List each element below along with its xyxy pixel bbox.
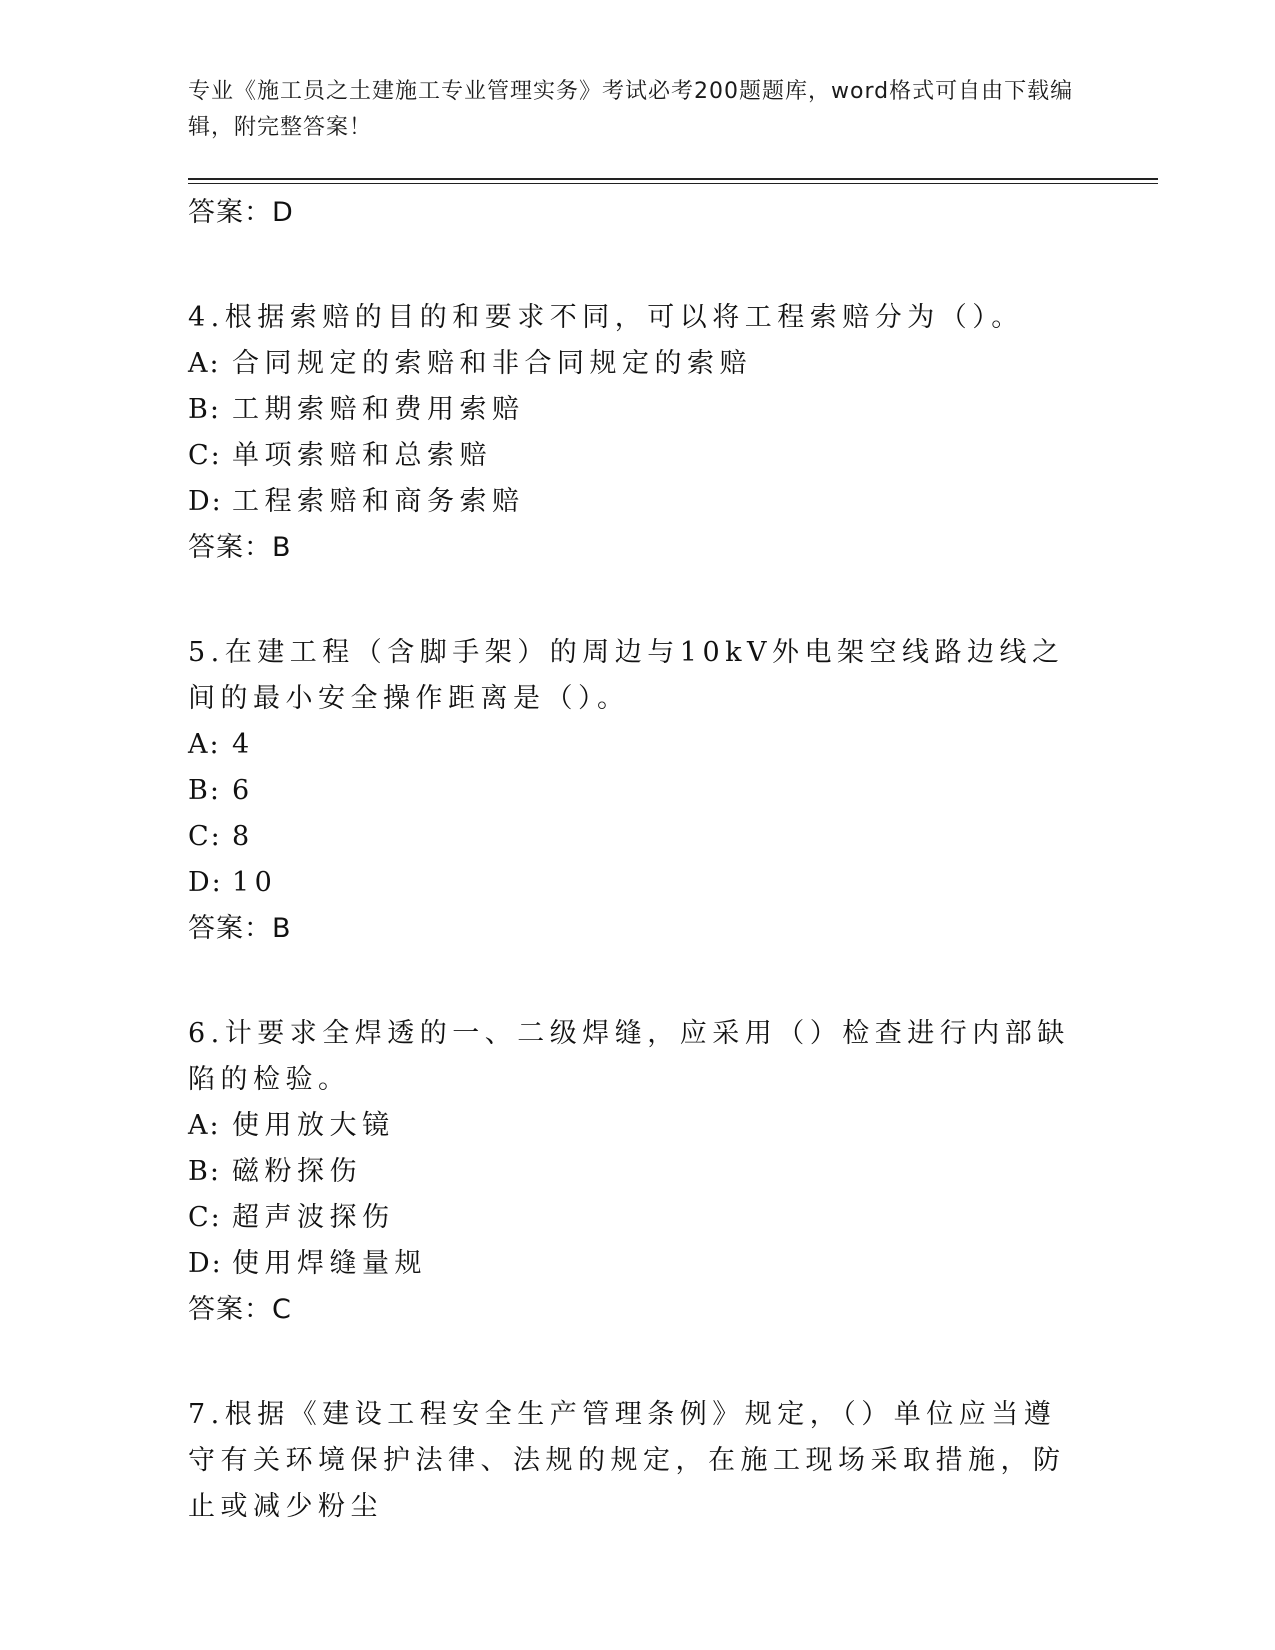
- option-letter: A:: [188, 348, 221, 379]
- option-letter: B:: [188, 394, 221, 425]
- option-letter: A:: [188, 729, 221, 760]
- question-item: [188, 1011, 1088, 1333]
- option-letter: D:: [188, 867, 223, 898]
- option-text: 工期索赔和费用索赔: [232, 394, 525, 425]
- option-letter: A:: [188, 1110, 221, 1141]
- option-a: [188, 1103, 1088, 1149]
- document-header: 专业《施工员之土建施工专业管理实务》考试必考200题题库，word格式可自由下载编辑，附完整答案！: [188, 79, 1074, 140]
- option-c: [188, 814, 1088, 860]
- answer-line: 答案：B: [188, 532, 292, 563]
- option-letter: C:: [188, 1202, 222, 1233]
- option-c: [188, 433, 1088, 479]
- option-letter: D:: [188, 486, 223, 517]
- answer-line: 答案：C: [188, 1294, 292, 1325]
- question-item: [188, 295, 1088, 571]
- option-text: 4: [232, 729, 255, 760]
- question-text: 4.根据索赔的目的和要求不同，可以将工程索赔分为（）。: [188, 302, 1024, 333]
- question-text: 7.根据《建设工程安全生产管理条例》规定，（）单位应当遵守有关环境保护法律、法规的规定，在施工现场采取措施，防止或减少粉尘: [188, 1399, 1066, 1522]
- option-text: 合同规定的索赔和非合同规定的索赔: [232, 348, 752, 379]
- option-d: [188, 1241, 1088, 1287]
- option-letter: C:: [188, 821, 222, 852]
- option-text: 单项索赔和总索赔: [232, 440, 492, 471]
- header-rule-thin: [188, 183, 1158, 184]
- option-letter: C:: [188, 440, 222, 471]
- option-text: 使用焊缝量规: [232, 1248, 427, 1279]
- question-item: [188, 1392, 1088, 1530]
- option-c: [188, 1195, 1088, 1241]
- option-b: [188, 768, 1088, 814]
- option-text: 使用放大镜: [232, 1110, 395, 1141]
- option-text: 工程索赔和商务索赔: [232, 486, 525, 517]
- option-b: [188, 1149, 1088, 1195]
- question-text: 6.计要求全焊透的一、二级焊缝，应采用（）检查进行内部缺陷的检验。: [188, 1018, 1070, 1095]
- option-text: 6: [232, 775, 255, 806]
- answer-line: 答案：B: [188, 913, 292, 944]
- option-a: [188, 722, 1088, 768]
- option-letter: B:: [188, 1156, 221, 1187]
- option-a: [188, 341, 1088, 387]
- option-text: 10: [232, 867, 278, 898]
- option-letter: D:: [188, 1248, 223, 1279]
- option-text: 磁粉探伤: [232, 1156, 362, 1187]
- answer-line: 答案：D: [188, 197, 294, 228]
- option-text: 超声波探伤: [232, 1202, 395, 1233]
- option-letter: B:: [188, 775, 221, 806]
- option-d: [188, 860, 1088, 906]
- option-b: [188, 387, 1088, 433]
- option-d: [188, 479, 1088, 525]
- question-text: 5.在建工程（含脚手架）的周边与10kV外电架空线路边线之间的最小安全操作距离是（）。: [188, 637, 1065, 714]
- question-item: [188, 630, 1088, 952]
- option-text: 8: [232, 821, 255, 852]
- header-rule-thick: [188, 178, 1158, 180]
- question-list: [188, 190, 1088, 1530]
